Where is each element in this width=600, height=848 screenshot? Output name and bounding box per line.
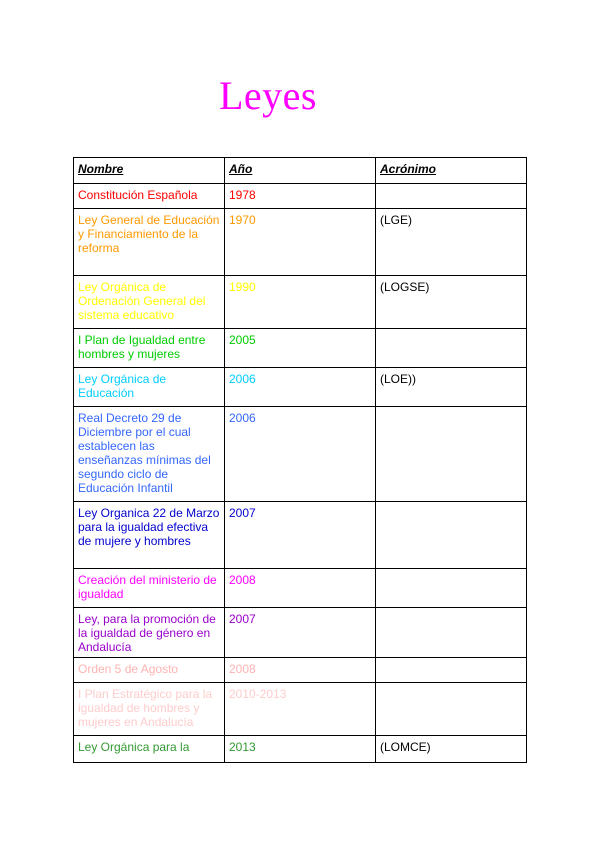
table-row xyxy=(74,329,527,368)
table-row xyxy=(74,683,527,736)
table-header-row xyxy=(74,158,527,184)
cell-acronimo xyxy=(376,407,527,502)
cell-nombre: Ley, para la promoción de la igualdad de género en Andalucía xyxy=(74,608,225,658)
cell-anio: 2008 xyxy=(225,658,376,683)
cell-nombre: Ley Orgánica de Ordenación General del sistema educativo xyxy=(74,276,225,329)
header-nombre: Nombre xyxy=(74,158,225,184)
page-title: Leyes xyxy=(218,73,317,118)
cell-acronimo: (LOMCE) xyxy=(376,736,527,763)
cell-nombre: Ley Orgánica de Educación xyxy=(74,368,225,407)
cell-anio: 2007 xyxy=(225,502,376,569)
cell-anio: 2013 xyxy=(225,736,376,763)
header-anio: Año xyxy=(225,158,376,184)
cell-anio: 2010-2013 xyxy=(225,683,376,736)
cell-nombre: Real Decreto 29 de Diciembre por el cual establecen las enseñanzas mínimas del segundo ciclo de Educación Infantil xyxy=(74,407,225,502)
table-row xyxy=(74,184,527,209)
table-row xyxy=(74,407,527,502)
leyes-table xyxy=(73,157,527,763)
cell-nombre: Creación del ministerio de igualdad xyxy=(74,569,225,608)
cell-nombre: I Plan de Igualdad entre hombres y mujeres xyxy=(74,329,225,368)
header-acronimo: Acrónimo xyxy=(376,158,527,184)
table-row xyxy=(74,736,527,763)
cell-nombre: I Plan Estratégico para la igualdad de hombres y mujeres en Andalucía xyxy=(74,683,225,736)
cell-nombre: Ley Organica 22 de Marzo para la igualdad efectiva de mujere y hombres xyxy=(74,502,225,569)
cell-acronimo: (LOE)) xyxy=(376,368,527,407)
cell-anio: 2007 xyxy=(225,608,376,658)
cell-nombre: Constitución Española xyxy=(74,184,225,209)
cell-acronimo: (LOGSE) xyxy=(376,276,527,329)
cell-anio: 2006 xyxy=(225,407,376,502)
cell-anio: 2008 xyxy=(225,569,376,608)
cell-nombre: Ley General de Educación y Financiamiento de la reforma xyxy=(74,209,225,276)
table-row xyxy=(74,276,527,329)
cell-acronimo xyxy=(376,184,527,209)
cell-acronimo xyxy=(376,683,527,736)
cell-anio: 2006 xyxy=(225,368,376,407)
table-row xyxy=(74,502,527,569)
cell-anio: 2005 xyxy=(225,329,376,368)
cell-acronimo xyxy=(376,502,527,569)
cell-anio: 1970 xyxy=(225,209,376,276)
cell-anio: 1990 xyxy=(225,276,376,329)
table-row xyxy=(74,569,527,608)
cell-acronimo xyxy=(376,569,527,608)
table-row xyxy=(74,608,527,658)
cell-nombre: Orden 5 de Agosto xyxy=(74,658,225,683)
cell-nombre: Ley Orgánica para la xyxy=(74,736,225,763)
table-row xyxy=(74,209,527,276)
cell-acronimo xyxy=(376,658,527,683)
table-row xyxy=(74,368,527,407)
cell-acronimo xyxy=(376,329,527,368)
cell-acronimo: (LGE) xyxy=(376,209,527,276)
cell-acronimo xyxy=(376,608,527,658)
cell-anio: 1978 xyxy=(225,184,376,209)
table-row xyxy=(74,658,527,683)
